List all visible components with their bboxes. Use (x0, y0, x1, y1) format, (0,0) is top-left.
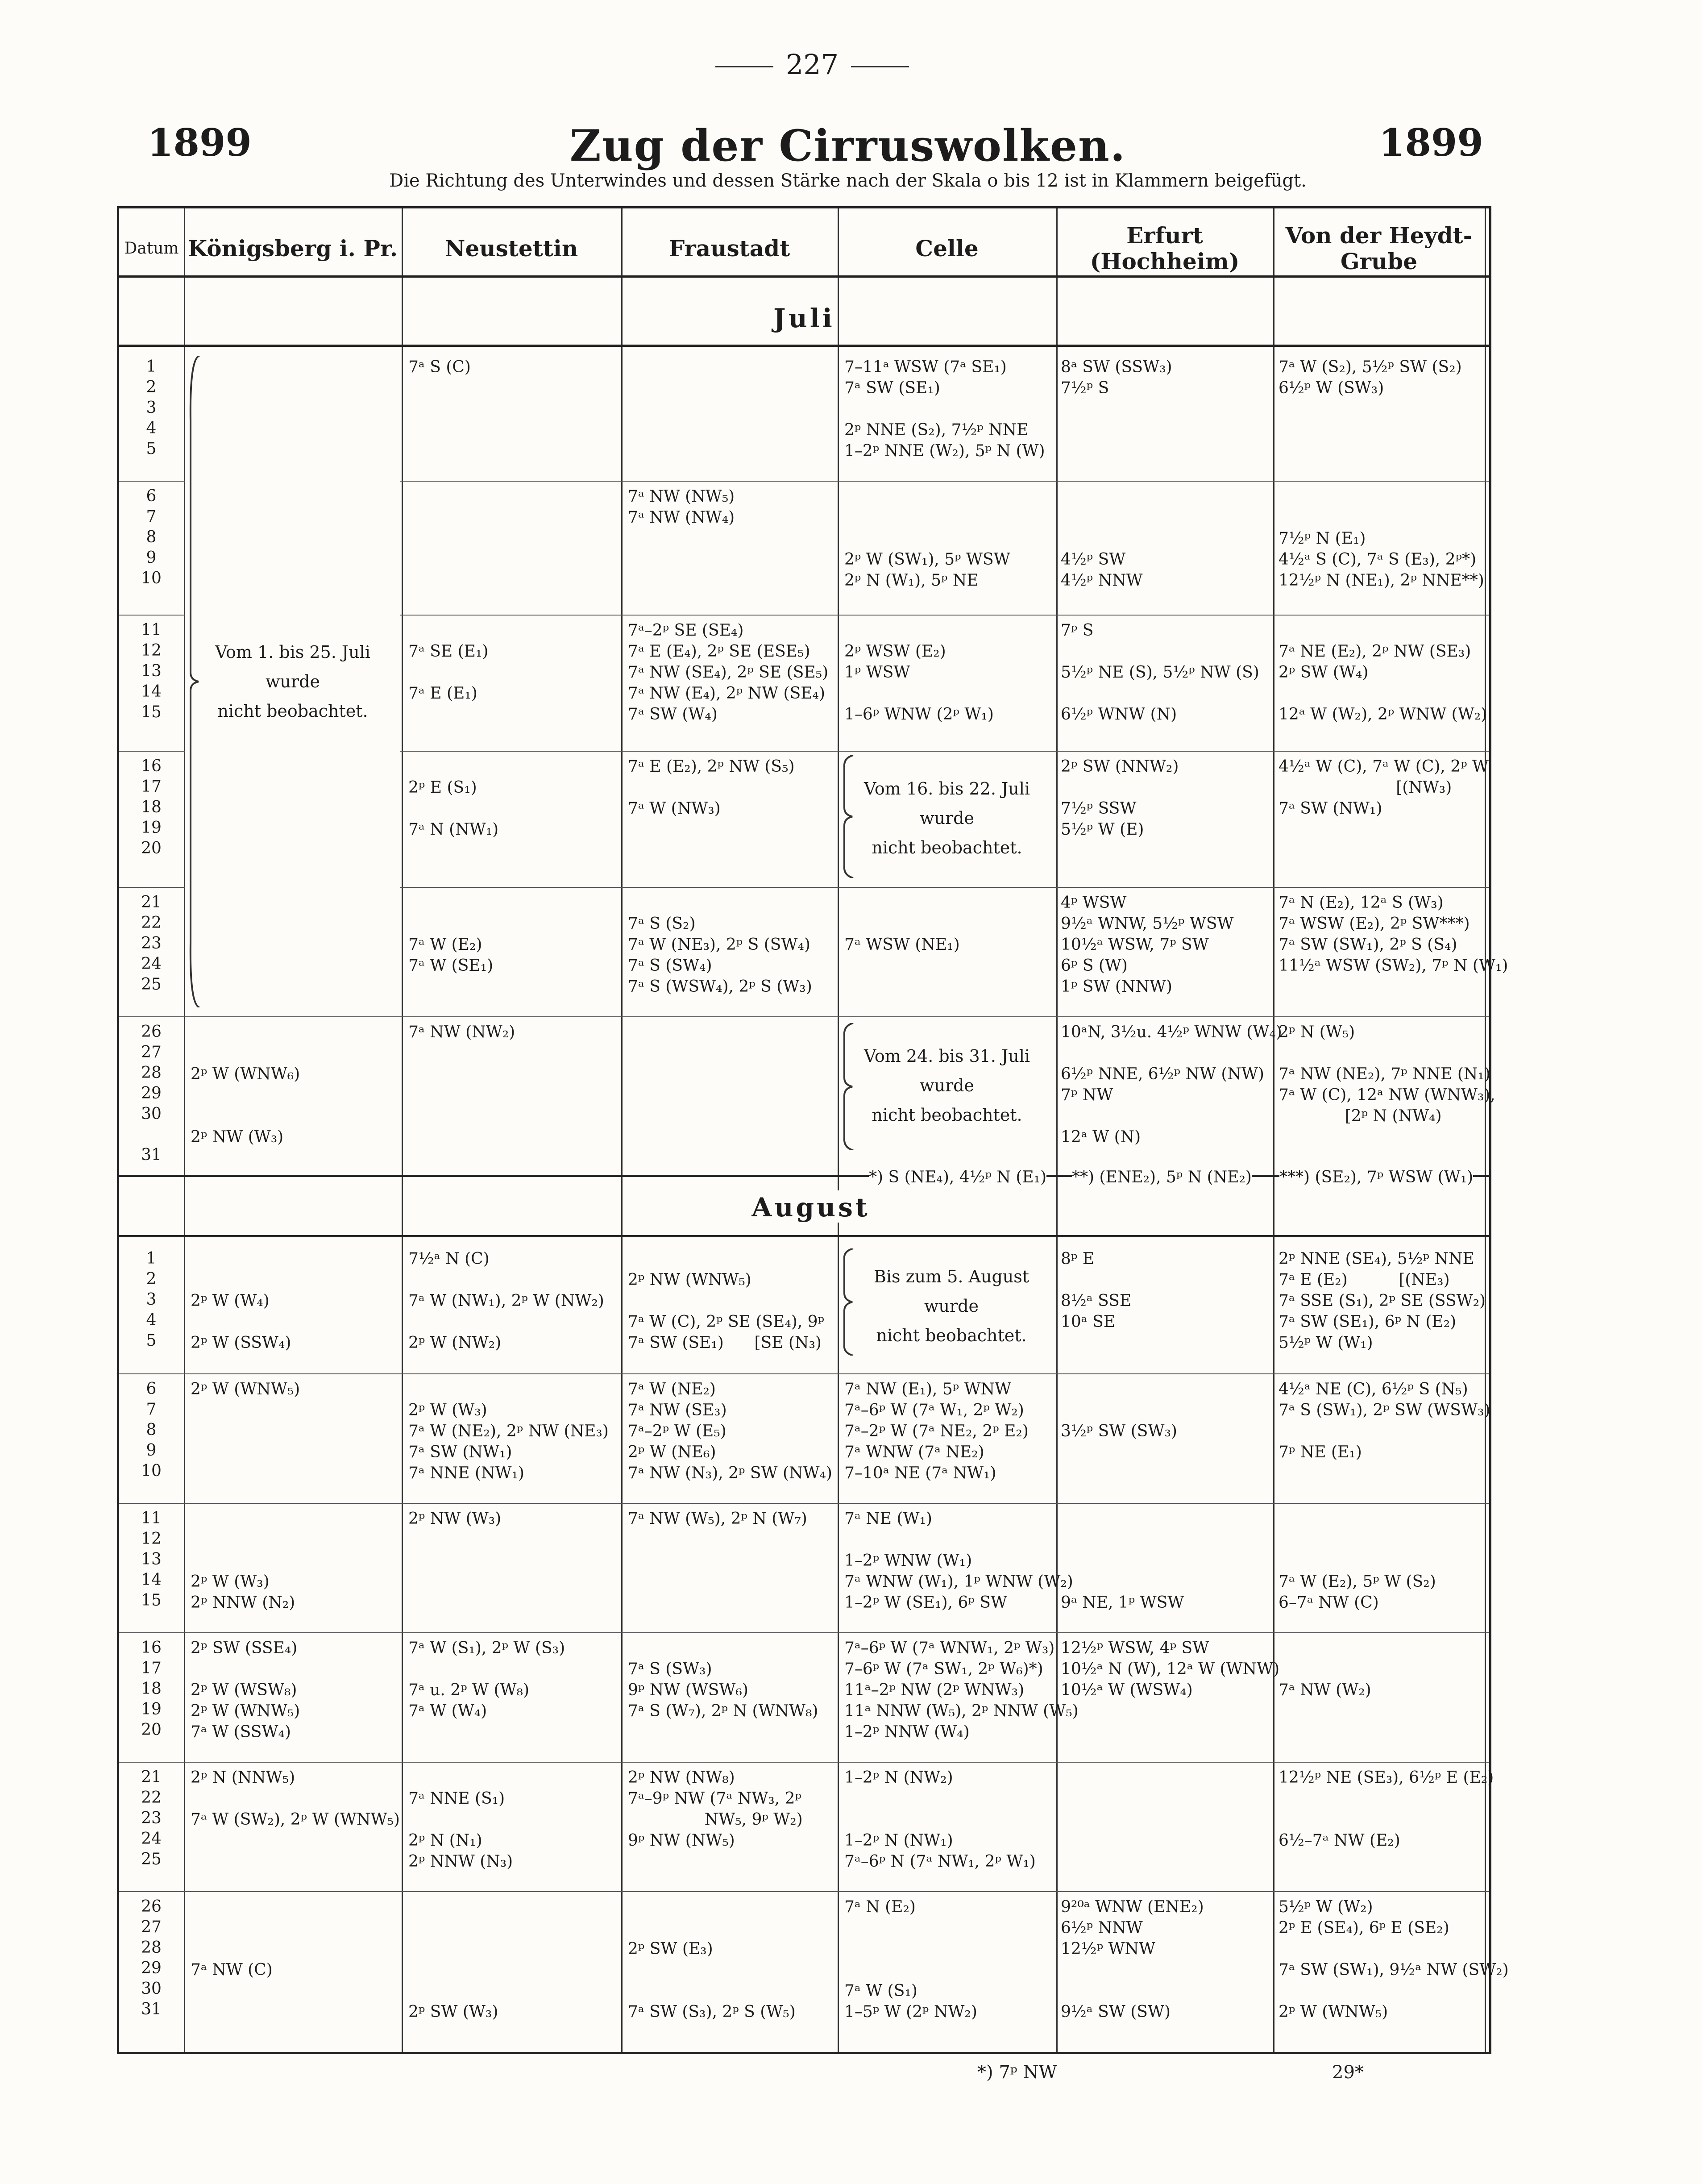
cell-neustettin: 2ᵖ E (S₁) 7ᵃ N (NW₁) (408, 778, 499, 839)
cell-celle: 7ᵃ–6ᵖ W (7ᵃ WNW₁, 2ᵖ W₃) 7–6ᵖ W (7ᵃ SW₁, 2ᵖ W₆)*) 11ᵃ–2ᵖ NW (2ᵖ WNW₃) 11ᵃ NNW (W₅), 2ᵖ NNW (W₅) 1–2ᵖ NNW (W₄) (844, 1639, 1079, 1741)
day-numbers: 6 7 8 9 10 (141, 1380, 162, 1480)
rule-left (715, 66, 773, 67)
cell-erfurt: 8ᵃ SW (SSW₃) 7½ᵖ S (1061, 358, 1172, 397)
rule-right (851, 66, 909, 67)
day-numbers: 11 12 13 14 15 (141, 621, 162, 721)
cell-erfurt: 4ᵖ WSW 9½ᵃ WNW, 5½ᵖ WSW 10½ᵃ WSW, 7ᵖ SW 6ᵖ S (W) 1ᵖ SW (NNW) (1061, 894, 1234, 996)
cell-neustettin: 2ᵖ W (W₃) 7ᵃ W (NE₂), 2ᵖ NW (NE₃) 7ᵃ SW (NW₁) 7ᵃ NNE (NW₁) (408, 1401, 609, 1482)
cell-koenigsberg: 2ᵖ W (WNW₅) (191, 1380, 300, 1398)
footnote-august: *) 7ᵖ NW (977, 2062, 1057, 2083)
cell-fraustadt: 2ᵖ SW (E₃) 7ᵃ SW (S₃), 2ᵖ S (W₅) (628, 1940, 796, 2021)
year-right: 1899 (1379, 121, 1483, 165)
cell-celle: 2ᵖ WSW (E₂) 1ᵖ WSW 1–6ᵖ WNW (2ᵖ W₁) (844, 642, 994, 724)
footnote-juli-2: **) (ENE₂), 5ᵖ N (NE₂) (1072, 1168, 1252, 1186)
cell-neustettin: 7ᵃ SE (E₁) 7ᵃ E (E₁) (408, 642, 489, 703)
cell-heydt: 2ᵖ NNE (SE₄), 5½ᵖ NNE 7ᵃ E (E₂) [(NE₃) 7ᵃ SSE (S₁), 2ᵖ SE (SSW₂) 7ᵃ SW (SE₁), 6ᵖ N (E₂) 5½ᵖ W (W₁) (1279, 1250, 1486, 1352)
footnote-juli-1: *) S (NE₄), 4½ᵖ N (E₁) (869, 1168, 1047, 1186)
signature-mark: 29* (1332, 2062, 1364, 2083)
observation-table (117, 206, 1509, 2054)
cell-erfurt: 7ᵖ S 5½ᵖ NE (S), 5½ᵖ NW (S) 6½ᵖ WNW (N) (1061, 621, 1259, 724)
header-erfurt: Erfurt (Hochheim) (1090, 222, 1240, 275)
cell-neustettin: 2ᵖ NW (W₃) (408, 1510, 502, 1528)
cell-celle: 7–11ᵃ WSW (7ᵃ SE₁) 7ᵃ SW (SE₁) 2ᵖ NNE (S₂), 7½ᵖ NNE 1–2ᵖ NNE (W₂), 5ᵖ N (W) (844, 358, 1045, 460)
header-celle: Celle (915, 235, 979, 262)
col-divider (1056, 208, 1058, 2052)
cell-neustettin: 7½ᵃ N (C) 7ᵃ W (NW₁), 2ᵖ W (NW₂) 2ᵖ W (NW₂) (408, 1250, 604, 1352)
cell-celle: 7ᵃ N (E₂) 7ᵃ W (S₁) 1–5ᵖ W (2ᵖ NW₂) (844, 1898, 977, 2021)
group-divider (119, 1373, 1489, 1374)
cell-heydt: 7ᵃ W (E₂), 5ᵖ W (S₂) 6–7ᵃ NW (C) (1279, 1572, 1436, 1612)
cell-fraustadt: 7ᵃ NW (W₅), 2ᵖ N (W₇) (628, 1510, 807, 1528)
header-neustettin: Neustettin (444, 235, 578, 262)
cell-neustettin: 7ᵃ NNE (S₁) 2ᵖ N (N₁) 2ᵖ NNW (N₃) (408, 1789, 513, 1871)
month-juli: Juli (773, 303, 835, 333)
day-numbers: 26 27 28 29 30 31 (141, 1897, 162, 2018)
day-numbers: 6 7 8 9 10 (141, 487, 162, 587)
page-title: Zug der Cirruswolken. (569, 121, 1126, 171)
group-divider (119, 1503, 1489, 1504)
day-numbers: 1 2 3 4 5 (146, 358, 157, 458)
cell-koenigsberg: 2ᵖ N (NNW₅) 7ᵃ W (SW₂), 2ᵖ W (WNW₅) (191, 1768, 400, 1829)
day-numbers: 16 17 18 19 20 (141, 757, 162, 857)
page-number-text: 227 (785, 48, 839, 81)
cell-koenigsberg: 2ᵖ W (W₄) 2ᵖ W (SSW₄) (191, 1292, 291, 1352)
celle-not-observed-note-2: Vom 24. bis 31. Juli wurde nicht beobachtet. (863, 1046, 1030, 1125)
koenigsberg-brace (186, 356, 204, 1007)
cell-celle: 7ᵃ NW (E₁), 5ᵖ WNW 7ᵃ–6ᵖ W (7ᵃ W₁, 2ᵖ W₂) 7ᵃ–2ᵖ W (7ᵃ NE₂, 2ᵖ E₂) 7ᵃ WNW (7ᵃ NE₂) 7–10ᵃ NE (7ᵃ NW₁) (844, 1380, 1029, 1482)
cell-fraustadt: 7ᵃ S (S₂) 7ᵃ W (NE₃), 2ᵖ S (SW₄) 7ᵃ S (SW₄) 7ᵃ S (WSW₄), 2ᵖ S (W₃) (628, 915, 812, 996)
celle-not-observed-note-1: Vom 16. bis 22. Juli wurde nicht beobachtet. (863, 779, 1030, 857)
col-divider (621, 208, 623, 2052)
cell-koenigsberg: 2ᵖ W (WNW₆) 2ᵖ NW (W₃) (191, 1065, 300, 1146)
cell-erfurt: 12½ᵖ WSW, 4ᵖ SW 10½ᵃ N (W), 12ᵃ W (WNW) 10½ᵃ W (WSW₄) (1061, 1639, 1280, 1699)
cell-heydt: 7ᵃ N (E₂), 12ᵃ S (W₃) 7ᵃ WSW (E₂), 2ᵖ SW***) 7ᵃ SW (SW₁), 2ᵖ S (S₄) 11½ᵃ WSW (SW₂), 7ᵖ N (W₁) (1279, 894, 1508, 975)
month-august: August (677, 1190, 945, 1223)
cell-heydt: 7½ᵖ N (E₁) 4½ᵃ S (C), 7ᵃ S (E₃), 2ᵖ*) 12½ᵖ N (NE₁), 2ᵖ NNE**) (1279, 529, 1484, 590)
footnote-juli-3: ***) (SE₂), 7ᵖ WSW (W₁) (1279, 1168, 1474, 1186)
cell-heydt: 7ᵃ W (S₂), 5½ᵖ SW (S₂) 6½ᵖ W (SW₃) (1279, 358, 1462, 397)
cell-fraustadt: 7ᵃ NW (NW₅) 7ᵃ NW (NW₄) (628, 487, 735, 527)
cell-celle: 7ᵃ NE (W₁) 1–2ᵖ WNW (W₁) 7ᵃ WNW (W₁), 1ᵖ WNW (W₂) 1–2ᵖ W (SE₁), 6ᵖ SW (844, 1510, 1073, 1612)
cell-koenigsberg: 2ᵖ W (W₃) 2ᵖ NNW (N₂) (191, 1572, 295, 1612)
celle-brace-2 (840, 1023, 858, 1150)
page-number (692, 48, 933, 81)
cell-fraustadt: 2ᵖ NW (WNW₅) 7ᵃ W (C), 2ᵖ SE (SE₄), 9ᵖ 7ᵃ SW (SE₁) [SE (N₃) (628, 1271, 824, 1352)
header-datum: Datum (124, 239, 179, 258)
header-koenigsberg: Königsberg i. Pr. (187, 235, 398, 262)
day-numbers: 21 22 23 24 25 (141, 893, 162, 994)
col-divider (402, 208, 403, 2052)
cell-heydt: 5½ᵖ W (W₂) 2ᵖ E (SE₄), 6ᵖ E (SE₂) 7ᵃ SW (SW₁), 9½ᵃ NW (SW₂) 2ᵖ W (WNW₅) (1279, 1898, 1509, 2021)
header-rule (119, 275, 1489, 278)
month-rule (119, 1235, 1489, 1237)
group-divider (119, 1632, 1489, 1633)
cell-erfurt: 9ᵃ NE, 1ᵖ WSW (1061, 1593, 1184, 1612)
day-numbers: 26 27 28 29 30 31 (141, 1023, 162, 1164)
cell-erfurt: 4½ᵖ SW 4½ᵖ NNW (1061, 550, 1143, 590)
cell-neustettin: 2ᵖ SW (W₃) (408, 2003, 498, 2021)
cell-heydt: 12½ᵖ NE (SE₃), 6½ᵖ E (E₂) 6½–7ᵃ NW (E₂) (1279, 1768, 1494, 1850)
year-left: 1899 (147, 121, 252, 165)
day-numbers: 11 12 13 14 15 (141, 1509, 162, 1610)
month-rule (119, 345, 1489, 347)
cell-fraustadt: 7ᵃ E (E₂), 2ᵖ NW (S₅) 7ᵃ W (NW₃) (628, 757, 795, 818)
celle-august-not-observed-note: Bis zum 5. August wurde nicht beobachtet. (873, 1267, 1030, 1345)
cell-fraustadt: 7ᵃ S (SW₃) 9ᵖ NW (WSW₆) 7ᵃ S (W₇), 2ᵖ N (WNW₈) (628, 1660, 818, 1720)
cell-erfurt: 2ᵖ SW (NNW₂) 7½ᵖ SSW 5½ᵖ W (E) (1061, 757, 1179, 839)
cell-heydt: 2ᵖ N (W₅) 7ᵃ NW (NE₂), 7ᵖ NNE (N₁) 7ᵃ W (C), 12ᵃ NW (WNW₃), [2ᵖ N (NW₄) (1279, 1023, 1495, 1125)
cell-neustettin: 7ᵃ W (S₁), 2ᵖ W (S₃) 7ᵃ u. 2ᵖ W (W₈) 7ᵃ W (W₄) (408, 1639, 565, 1720)
cell-celle: 1–2ᵖ N (NW₂) 1–2ᵖ N (NW₁) 7ᵃ–6ᵖ N (7ᵃ NW₁, 2ᵖ W₁) (844, 1768, 1036, 1871)
cell-heydt: 7ᵃ NW (W₂) (1279, 1681, 1371, 1699)
page-subtitle: Die Richtung des Unterwindes und dessen Stärke nach der Skala o bis 12 ist in Klammern beigefügt. (389, 171, 1307, 191)
group-divider (119, 1891, 1489, 1892)
cell-celle: 2ᵖ W (SW₁), 5ᵖ WSW 2ᵖ N (W₁), 5ᵖ NE (844, 550, 1010, 590)
cell-erfurt: 9²⁰ᵃ WNW (ENE₂) 6½ᵖ NNW 12½ᵖ WNW 9½ᵃ SW (SW) (1061, 1898, 1204, 2021)
cell-koenigsberg: 7ᵃ NW (C) (191, 1961, 273, 1979)
cell-koenigsberg: 2ᵖ SW (SSE₄) 2ᵖ W (WSW₈) 2ᵖ W (WNW₅) 7ᵃ W (SSW₄) (191, 1639, 300, 1741)
cell-neustettin: 7ᵃ S (C) (408, 358, 471, 376)
cell-celle: 7ᵃ WSW (NE₁) (844, 936, 960, 954)
cell-fraustadt: 2ᵖ NW (NW₈) 7ᵃ–9ᵖ NW (7ᵃ NW₃, 2ᵖ NW₅, 9ᵖ W₂) 9ᵖ NW (NW₅) (628, 1768, 803, 1850)
header-fraustadt: Fraustadt (668, 235, 790, 262)
day-numbers: 16 17 18 19 20 (141, 1639, 162, 1739)
day-numbers: 1 2 3 4 5 (146, 1249, 157, 1350)
group-divider (119, 1016, 1489, 1017)
cell-erfurt: 8ᵖ E 8½ᵃ SSE 10ᵃ SE (1061, 1250, 1132, 1331)
cell-neustettin: 7ᵃ W (E₂) 7ᵃ W (SE₁) (408, 936, 494, 975)
celle-brace-1 (840, 755, 858, 878)
cell-heydt: 4½ᵃ NE (C), 6½ᵖ S (N₅) 7ᵃ S (SW₁), 2ᵖ SW (WSW₃) 7ᵖ NE (E₁) (1279, 1380, 1490, 1461)
group-divider (119, 1762, 1489, 1763)
koenigsberg-not-observed-note: Vom 1. bis 25. Juli wurde nicht beobachtet. (215, 642, 370, 721)
cell-heydt: 4½ᵃ W (C), 7ᵃ W (C), 2ᵖ W [(NW₃) 7ᵃ SW (NW₁) (1279, 757, 1489, 818)
cell-fraustadt: 7ᵃ W (NE₂) 7ᵃ NW (SE₃) 7ᵃ–2ᵖ W (E₅) 2ᵖ W (NE₆) 7ᵃ NW (N₃), 2ᵖ SW (NW₄) (628, 1380, 832, 1482)
cell-erfurt: 3½ᵖ SW (SW₃) (1061, 1422, 1177, 1440)
cell-heydt: 7ᵃ NE (E₂), 2ᵖ NW (SE₃) 2ᵖ SW (W₄) 12ᵃ W (W₂), 2ᵖ WNW (W₂) (1279, 642, 1487, 724)
cell-fraustadt: 7ᵃ–2ᵖ SE (SE₄) 7ᵃ E (E₄), 2ᵖ SE (ESE₅) 7ᵃ NW (SE₄), 2ᵖ SE (SE₅) 7ᵃ NW (E₄), 2ᵖ NW (SE₄) 7ᵃ SW (W₄) (628, 621, 829, 724)
cell-erfurt: 10ᵃN, 3½u. 4½ᵖ WNW (W₄) 6½ᵖ NNE, 6½ᵖ NW (NW) 7ᵖ NW 12ᵃ W (N) (1061, 1023, 1282, 1146)
header-heydt: Von der Heydt- Grube (1285, 222, 1473, 275)
cell-neustettin: 7ᵃ NW (NW₂) (408, 1023, 515, 1041)
day-numbers: 21 22 23 24 25 (141, 1768, 162, 1868)
